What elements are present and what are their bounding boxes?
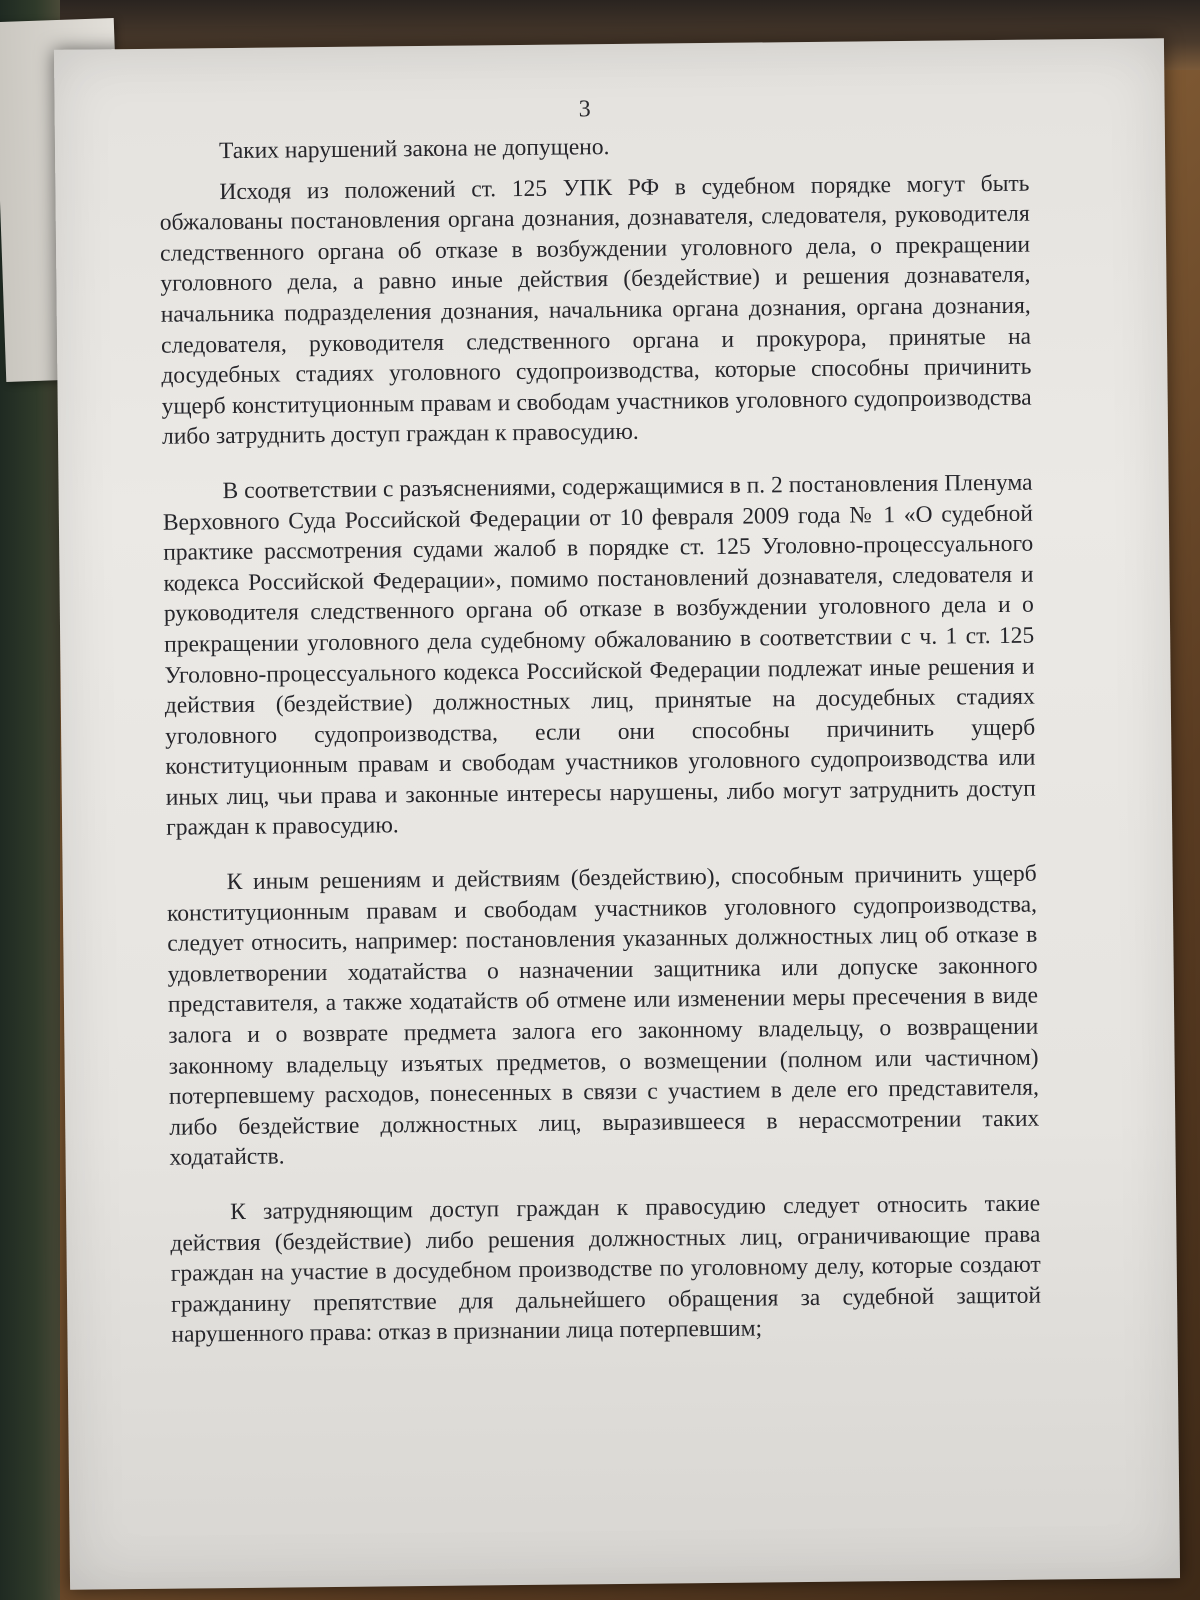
paragraph-1: Таких нарушений закона не допущено. — [218, 134, 610, 165]
paragraph-3: В соответствии с разъяснениями, содержащимися в п. 2 постановления Пленума Верховного Суда Российской Федерации от 10 февраля 2009 года № 1 «О судебной практике рассмотрения судами жалоб в порядке ст. 125 Уголовно-процессуального кодекса Российской Федерации», помимо постановлений дознавателя, следователя и руководителя следственного органа об отказе в возбуждении уголовного дела и о прекращении уголовного дела судебному обжалованию в соответствии с ч. 1 ст. 125 Уголовно-процессуального кодекса Российской Федерации подлежат иные решения и действия (бездействие) должностных лиц, принятые на досудебных стадиях уголовного судопроизводства, если они способны причинить ущерб конституционным правам и свободам участников уголовного судопроизводства или иных лиц, чьи права и законные интересы нарушены, либо могут затруднить доступ граждан к правосудию. — [162, 469, 1036, 842]
document-page — [54, 38, 1180, 1590]
paragraph-4: К иным решениям и действиям (бездействию), способным причинить ущерб конституционным правам и свободам участников уголовного судопроизводства, следует относить, например: постановления указанных должностных лиц об отказе в удовлетворении ходатайства о назначении защитника или допуске законного представителя, а также ходатайств об отмене или изменении меры пресечения в виде залога и о возврате предмета залога его законному владельцу, о возвращении законному владельцу изъятых предметов, о возмещении (полном или частичном) потерпевшему расходов, понесенных в связи с участием в деле его представителя, либо бездействие должностных лиц, выразившееся в нерассмотрении таких ходатайств. — [166, 860, 1040, 1172]
document-body — [159, 128, 1042, 1369]
page-number: 3 — [578, 96, 591, 123]
paragraph-2: Исходя из положений ст. 125 УПК РФ в судебном порядке могут быть обжалованы постановления органа дознания, дознавателя, следователя, руководителя следственного органа об отказе в возбуждении уголовного дела, о прекращении уголовного дела, а равно иные действия (бездействие) и решения дознавателя, начальника подразделения дознания, начальника органа дознания, органа дознания, следователя, руководителя следственного органа и прокурора, принятые на досудебных стадиях уголовного судопроизводства, которые способны причинить ущерб конституционным правам и свободам участников уголовного судопроизводства либо затруднить доступ граждан к правосудию. — [159, 170, 1032, 451]
paragraph-5: К затрудняющим доступ граждан к правосудию следует относить такие действия (бездействие) либо решения должностных лиц, ограничивающие права граждан на участие в досудебном производстве по уголовному делу, которые создают гражданину препятствие для дальнейшего обращения за судебной защитой нарушенного права: отказ в признании лица потерпевшим; — [170, 1190, 1042, 1349]
